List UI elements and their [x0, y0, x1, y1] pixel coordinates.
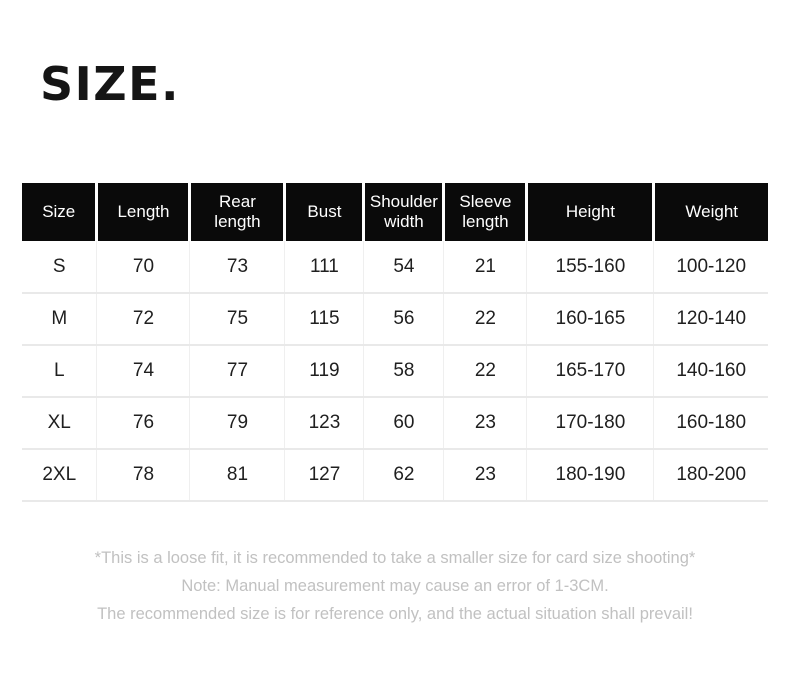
cell-shoulder: 58	[364, 345, 444, 397]
table-row-l	[22, 345, 768, 397]
cell-bust: 115	[285, 293, 364, 345]
table-row-xl	[22, 397, 768, 449]
header-size: Size	[22, 183, 97, 241]
cell-length: 74	[97, 345, 190, 397]
cell-shoulder: 62	[364, 449, 444, 501]
cell-size: S	[22, 241, 97, 293]
cell-sleeve: 22	[444, 345, 527, 397]
cell-size: XL	[22, 397, 97, 449]
cell-height: 170-180	[527, 397, 654, 449]
table-row-2xl	[22, 449, 768, 501]
size-table	[22, 183, 768, 502]
cell-rear: 75	[190, 293, 285, 345]
cell-size: L	[22, 345, 97, 397]
cell-rear: 77	[190, 345, 285, 397]
cell-weight: 180-200	[654, 449, 768, 501]
cell-length: 72	[97, 293, 190, 345]
cell-rear: 81	[190, 449, 285, 501]
cell-size: M	[22, 293, 97, 345]
header-length: Length	[97, 183, 190, 241]
cell-height: 180-190	[527, 449, 654, 501]
footnote-loose-fit: *This is a loose fit, it is recommended to take a smaller size for card size shooting*	[94, 549, 696, 568]
cell-weight: 140-160	[654, 345, 768, 397]
cell-sleeve: 21	[444, 241, 527, 293]
cell-length: 70	[97, 241, 190, 293]
cell-length: 76	[97, 397, 190, 449]
footnote-reference-only: The recommended size is for reference only, and the actual situation shall prevail!	[97, 605, 693, 624]
cell-bust: 119	[285, 345, 364, 397]
cell-weight: 100-120	[654, 241, 768, 293]
header-height: Height	[527, 183, 654, 241]
header-bust: Bust	[285, 183, 364, 241]
cell-height: 160-165	[527, 293, 654, 345]
cell-sleeve: 23	[444, 449, 527, 501]
cell-rear: 73	[190, 241, 285, 293]
cell-weight: 120-140	[654, 293, 768, 345]
table-row-s	[22, 241, 768, 293]
header-sleeve-length: Sleeve length	[444, 183, 527, 241]
cell-height: 155-160	[527, 241, 654, 293]
header-weight: Weight	[654, 183, 768, 241]
footnote-measurement-error: Note: Manual measurement may cause an error of 1-3CM.	[181, 577, 609, 596]
cell-sleeve: 23	[444, 397, 527, 449]
header-shoulder-width: Shoulder width	[364, 183, 444, 241]
cell-shoulder: 60	[364, 397, 444, 449]
cell-bust: 123	[285, 397, 364, 449]
cell-bust: 111	[285, 241, 364, 293]
cell-height: 165-170	[527, 345, 654, 397]
size-table-header	[22, 183, 768, 241]
cell-shoulder: 54	[364, 241, 444, 293]
table-row-m	[22, 293, 768, 345]
size-table-body	[22, 241, 768, 501]
cell-size: 2XL	[22, 449, 97, 501]
cell-rear: 79	[190, 397, 285, 449]
cell-length: 78	[97, 449, 190, 501]
page-title: SIZE.	[40, 57, 180, 111]
cell-weight: 160-180	[654, 397, 768, 449]
cell-sleeve: 22	[444, 293, 527, 345]
footnotes	[0, 544, 790, 628]
cell-shoulder: 56	[364, 293, 444, 345]
header-rear-length: Rear length	[190, 183, 285, 241]
header-row	[22, 183, 768, 241]
cell-bust: 127	[285, 449, 364, 501]
